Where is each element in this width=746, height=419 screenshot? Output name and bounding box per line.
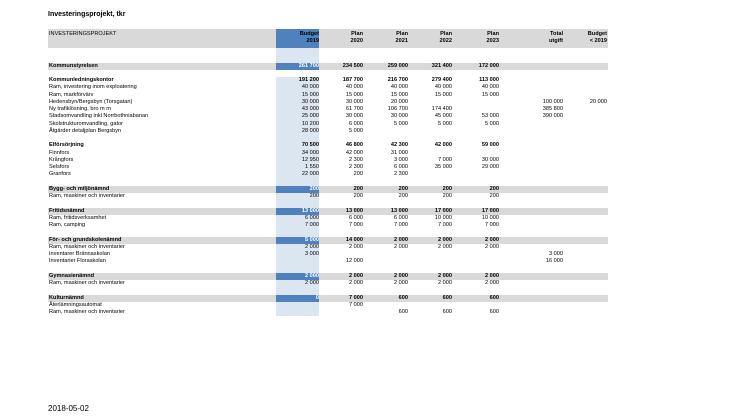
value-cell: 30 000 xyxy=(345,98,363,105)
value-cell: 1 550 xyxy=(276,164,319,171)
value-cell: 2 000 xyxy=(349,243,363,250)
value-cell: 10 000 xyxy=(481,214,499,221)
row-label: Ram, investering inom exploatering xyxy=(49,84,137,91)
row-label: Ny trafiklösning, bro m m xyxy=(49,106,111,112)
spacer-row xyxy=(48,48,608,55)
value-cell: 20 000 xyxy=(589,98,607,105)
value-cell: 13 000 xyxy=(345,207,363,214)
value-cell: 46 800 xyxy=(345,142,363,149)
header-budget-2019: Budget 2019 xyxy=(276,29,319,48)
budget-cell xyxy=(276,266,319,273)
value-cell: 12 950 xyxy=(276,157,319,164)
value-cell: 279 400 xyxy=(431,77,452,83)
table-row xyxy=(48,244,608,251)
value-cell: 200 xyxy=(442,185,452,192)
value-cell: 17 000 xyxy=(434,207,452,214)
value-cell: 2 000 xyxy=(485,272,499,279)
value-cell: 40 000 xyxy=(345,84,363,91)
row-label: Elförsörjning xyxy=(49,142,84,149)
report-title: Investeringsprojekt, tkr xyxy=(48,11,126,18)
section-row xyxy=(48,186,608,193)
row-label: Ram, fritidsverksamhet xyxy=(49,214,107,221)
value-cell: 200 xyxy=(398,193,408,199)
value-cell: 600 xyxy=(442,309,452,315)
value-cell: 2 000 xyxy=(276,244,319,251)
value-cell: 600 xyxy=(489,309,499,315)
table-row xyxy=(48,280,608,287)
header-plan-2023: Plan 2023 xyxy=(486,31,499,44)
value-cell: 10 000 xyxy=(434,214,452,221)
spacer-row xyxy=(48,70,608,77)
value-cell: 30 000 xyxy=(276,99,319,106)
section-row xyxy=(48,295,608,302)
spacer-row xyxy=(48,229,608,236)
table-row xyxy=(48,99,608,106)
value-cell: 3 000 xyxy=(549,251,563,257)
value-cell: 43 000 xyxy=(276,106,319,113)
table-row xyxy=(48,164,608,171)
value-cell: 7 000 xyxy=(276,222,319,229)
value-cell: 59 000 xyxy=(481,142,499,149)
value-cell: 20 000 xyxy=(390,98,408,105)
value-cell: 2 000 xyxy=(394,236,408,243)
value-cell: 200 xyxy=(489,185,499,192)
value-cell: 29 000 xyxy=(481,164,499,170)
value-cell: 6 000 xyxy=(394,164,408,170)
value-cell: 3 000 xyxy=(276,251,319,258)
row-label: Skolstrukturomvandling, gator xyxy=(49,120,123,127)
row-label: Finnfors xyxy=(49,149,70,156)
row-label: Ram, markförvärv xyxy=(49,91,94,98)
value-cell xyxy=(276,258,319,265)
budget-cell xyxy=(276,55,319,62)
report-date: 2018-05-02 xyxy=(48,404,89,413)
table-row xyxy=(48,106,608,113)
row-label: Kommunledningskontor xyxy=(49,77,114,83)
table-row xyxy=(48,157,608,164)
value-cell: 0 xyxy=(276,295,319,302)
value-cell: 3 000 xyxy=(394,156,408,163)
table-row xyxy=(48,92,608,99)
section-row xyxy=(48,237,608,244)
row-label: Ram, camping xyxy=(49,222,86,228)
table-row xyxy=(48,215,608,222)
value-cell: 200 xyxy=(398,185,408,192)
value-cell: 7 000 xyxy=(438,156,452,163)
value-cell: 2 000 xyxy=(485,280,499,286)
value-cell: 30 000 xyxy=(481,156,499,163)
value-cell: 2 300 xyxy=(394,171,408,178)
row-label: Kommunstyrelsen xyxy=(49,62,98,69)
value-cell: 200 xyxy=(353,193,363,199)
value-cell: 2 300 xyxy=(349,156,363,163)
value-cell: 600 xyxy=(398,309,408,315)
value-cell: 15 000 xyxy=(390,91,408,98)
value-cell: 174 400 xyxy=(431,106,452,112)
value-cell: 261 700 xyxy=(276,63,319,70)
value-cell: 6 000 xyxy=(394,214,408,221)
budget-cell xyxy=(276,229,319,236)
value-cell xyxy=(276,309,319,316)
value-cell: 6 000 xyxy=(276,215,319,222)
value-cell: 7 000 xyxy=(349,294,363,301)
value-cell: 6 000 xyxy=(349,120,363,127)
value-cell: 42 000 xyxy=(345,149,363,156)
value-cell: 216 700 xyxy=(387,77,408,83)
value-cell: 35 000 xyxy=(434,164,452,170)
value-cell: 200 xyxy=(276,193,319,200)
value-cell: 2 000 xyxy=(438,236,452,243)
value-cell: 5 000 xyxy=(438,120,452,127)
value-cell: 6 000 xyxy=(349,214,363,221)
row-label: Fritidsnämnd xyxy=(49,207,85,214)
value-cell: 7 000 xyxy=(438,222,452,228)
row-label: Kulturnämnd xyxy=(49,294,84,301)
section-row xyxy=(48,63,608,70)
value-cell: 42 000 xyxy=(434,142,452,149)
value-cell: 600 xyxy=(442,294,452,301)
value-cell: 7 000 xyxy=(485,222,499,228)
value-cell: 200 xyxy=(353,185,363,192)
table-row xyxy=(48,121,608,128)
table-row xyxy=(48,302,608,309)
value-cell: 31 000 xyxy=(390,149,408,156)
budget-cell xyxy=(276,179,319,186)
value-cell: 2 000 xyxy=(438,280,452,286)
value-cell: 61 700 xyxy=(345,106,363,112)
value-cell: 45 000 xyxy=(434,113,452,120)
value-cell: 2 000 xyxy=(438,272,452,279)
value-cell: 17 000 xyxy=(481,207,499,214)
value-cell: 2 000 xyxy=(485,243,499,250)
table-row xyxy=(48,128,608,135)
value-cell: 113 000 xyxy=(479,77,499,83)
value-cell: 2 000 xyxy=(349,272,363,279)
table-row xyxy=(48,77,608,84)
spacer-row xyxy=(48,55,608,62)
row-label: Åtgärder detaljplan Bergsbyn xyxy=(49,127,122,134)
row-label: Ram, maskiner och inventarier xyxy=(49,243,125,250)
value-cell: 2 000 xyxy=(394,272,408,279)
value-cell: 321 400 xyxy=(431,62,452,69)
value-cell: 40 000 xyxy=(481,84,499,91)
row-label: Återlämningsautomat xyxy=(49,301,102,308)
value-cell: 600 xyxy=(398,294,408,301)
row-label: Krångfors xyxy=(49,156,74,163)
value-cell: 12 000 xyxy=(345,258,363,265)
value-cell: 2 000 xyxy=(276,280,319,287)
budget-cell xyxy=(276,287,319,294)
table-row xyxy=(48,113,608,120)
section-row xyxy=(48,208,608,215)
row-label: Stadsomvandling inkl Norrbothniabanan xyxy=(49,113,149,120)
value-cell: 5 000 xyxy=(276,237,319,244)
value-cell: 200 xyxy=(442,193,452,199)
table-row xyxy=(48,258,608,265)
value-cell: 2 000 xyxy=(394,280,408,286)
investment-table xyxy=(48,29,608,316)
value-cell: 40 000 xyxy=(390,84,408,91)
budget-cell xyxy=(276,70,319,77)
table-row xyxy=(48,222,608,229)
row-label: Bygg- och miljönämnd xyxy=(49,185,110,192)
value-cell: 100 000 xyxy=(542,98,563,105)
table-row xyxy=(48,251,608,258)
value-cell: 7 000 xyxy=(349,301,363,308)
value-cell: 600 xyxy=(489,294,499,301)
value-cell: 70 500 xyxy=(276,142,319,149)
row-label: Ram, maskiner och inventarier xyxy=(49,280,125,286)
value-cell: 200 xyxy=(353,171,363,178)
value-cell: 28 000 xyxy=(276,128,319,135)
row-label: Ram, maskiner och inventarier xyxy=(49,193,125,199)
value-cell: 53 000 xyxy=(481,113,499,120)
value-cell: 2 000 xyxy=(276,273,319,280)
value-cell: 15 000 xyxy=(276,92,319,99)
header-plan-2020: Plan 2020 xyxy=(350,31,363,44)
value-cell: 15 000 xyxy=(481,91,499,98)
budget-cell xyxy=(276,200,319,207)
value-cell: 390 000 xyxy=(542,113,563,120)
value-cell: 34 000 xyxy=(276,150,319,157)
row-label: Inventarer Brännaskolan xyxy=(49,251,110,257)
value-cell: 10 200 xyxy=(276,121,319,128)
spacer-row xyxy=(48,135,608,142)
spacer-row xyxy=(48,266,608,273)
header-label: INVESTERINGSPROJEKT xyxy=(49,31,117,37)
spacer-row xyxy=(48,200,608,207)
value-cell: 13 000 xyxy=(390,207,408,214)
value-cell: 200 xyxy=(489,193,499,199)
value-cell: 30 000 xyxy=(390,113,408,120)
section-row xyxy=(48,273,608,280)
value-cell: 2 000 xyxy=(438,243,452,250)
value-cell: 22 000 xyxy=(276,171,319,178)
spacer-row xyxy=(48,287,608,294)
value-cell: 42 300 xyxy=(390,142,408,149)
header-budget-before-2019: Budget < 2019 xyxy=(587,31,607,44)
row-label: Ram, maskiner och inventarier xyxy=(49,309,125,315)
table-header xyxy=(48,29,608,48)
row-label: Gymnasienämnd xyxy=(49,272,95,279)
value-cell: 385 800 xyxy=(542,106,563,112)
value-cell: 40 000 xyxy=(434,84,452,91)
value-cell: 14 000 xyxy=(345,236,363,243)
value-cell: 2 000 xyxy=(349,280,363,286)
value-cell: 5 000 xyxy=(394,120,408,127)
value-cell: 25 000 xyxy=(276,113,319,120)
table-row xyxy=(48,84,608,91)
table-row xyxy=(48,171,608,178)
value-cell: 7 000 xyxy=(349,222,363,228)
value-cell: 16 000 xyxy=(545,258,563,265)
row-label: Hedensbyn/Bergsbyn (Torsgatan) xyxy=(49,98,133,105)
row-label: Selsfors xyxy=(49,164,70,170)
value-cell: 2 000 xyxy=(394,243,408,250)
budget-cell xyxy=(276,48,319,55)
value-cell: 40 000 xyxy=(276,84,319,91)
header-total-utgift: Total utgift xyxy=(549,31,563,44)
value-cell: 5 000 xyxy=(485,120,499,127)
value-cell: 259 000 xyxy=(387,62,408,69)
value-cell: 15 000 xyxy=(434,91,452,98)
value-cell: 234 500 xyxy=(342,62,363,69)
value-cell: 200 xyxy=(276,186,319,193)
value-cell: 13 000 xyxy=(276,208,319,215)
header-plan-2022: Plan 2022 xyxy=(439,31,452,44)
value-cell: 5 000 xyxy=(349,127,363,134)
spacer-row xyxy=(48,179,608,186)
value-cell: 187 700 xyxy=(342,77,363,83)
row-label: För- och grundskolenämnd xyxy=(49,236,122,243)
table-row xyxy=(48,193,608,200)
row-label: Granfors xyxy=(49,171,71,178)
budget-cell xyxy=(276,135,319,142)
value-cell: 2 300 xyxy=(349,164,363,170)
value-cell xyxy=(276,302,319,309)
value-cell: 15 000 xyxy=(345,91,363,98)
table-row xyxy=(48,142,608,149)
value-cell: 106 700 xyxy=(387,106,408,112)
row-label: Inventarier Floraskolan xyxy=(49,258,106,265)
value-cell: 7 000 xyxy=(394,222,408,228)
table-row xyxy=(48,150,608,157)
value-cell: 191 200 xyxy=(276,77,319,84)
header-plan-2021: Plan 2021 xyxy=(395,31,408,44)
value-cell: 30 000 xyxy=(345,113,363,120)
value-cell: 172 000 xyxy=(478,62,499,69)
value-cell: 2 000 xyxy=(485,236,499,243)
table-row xyxy=(48,309,608,316)
